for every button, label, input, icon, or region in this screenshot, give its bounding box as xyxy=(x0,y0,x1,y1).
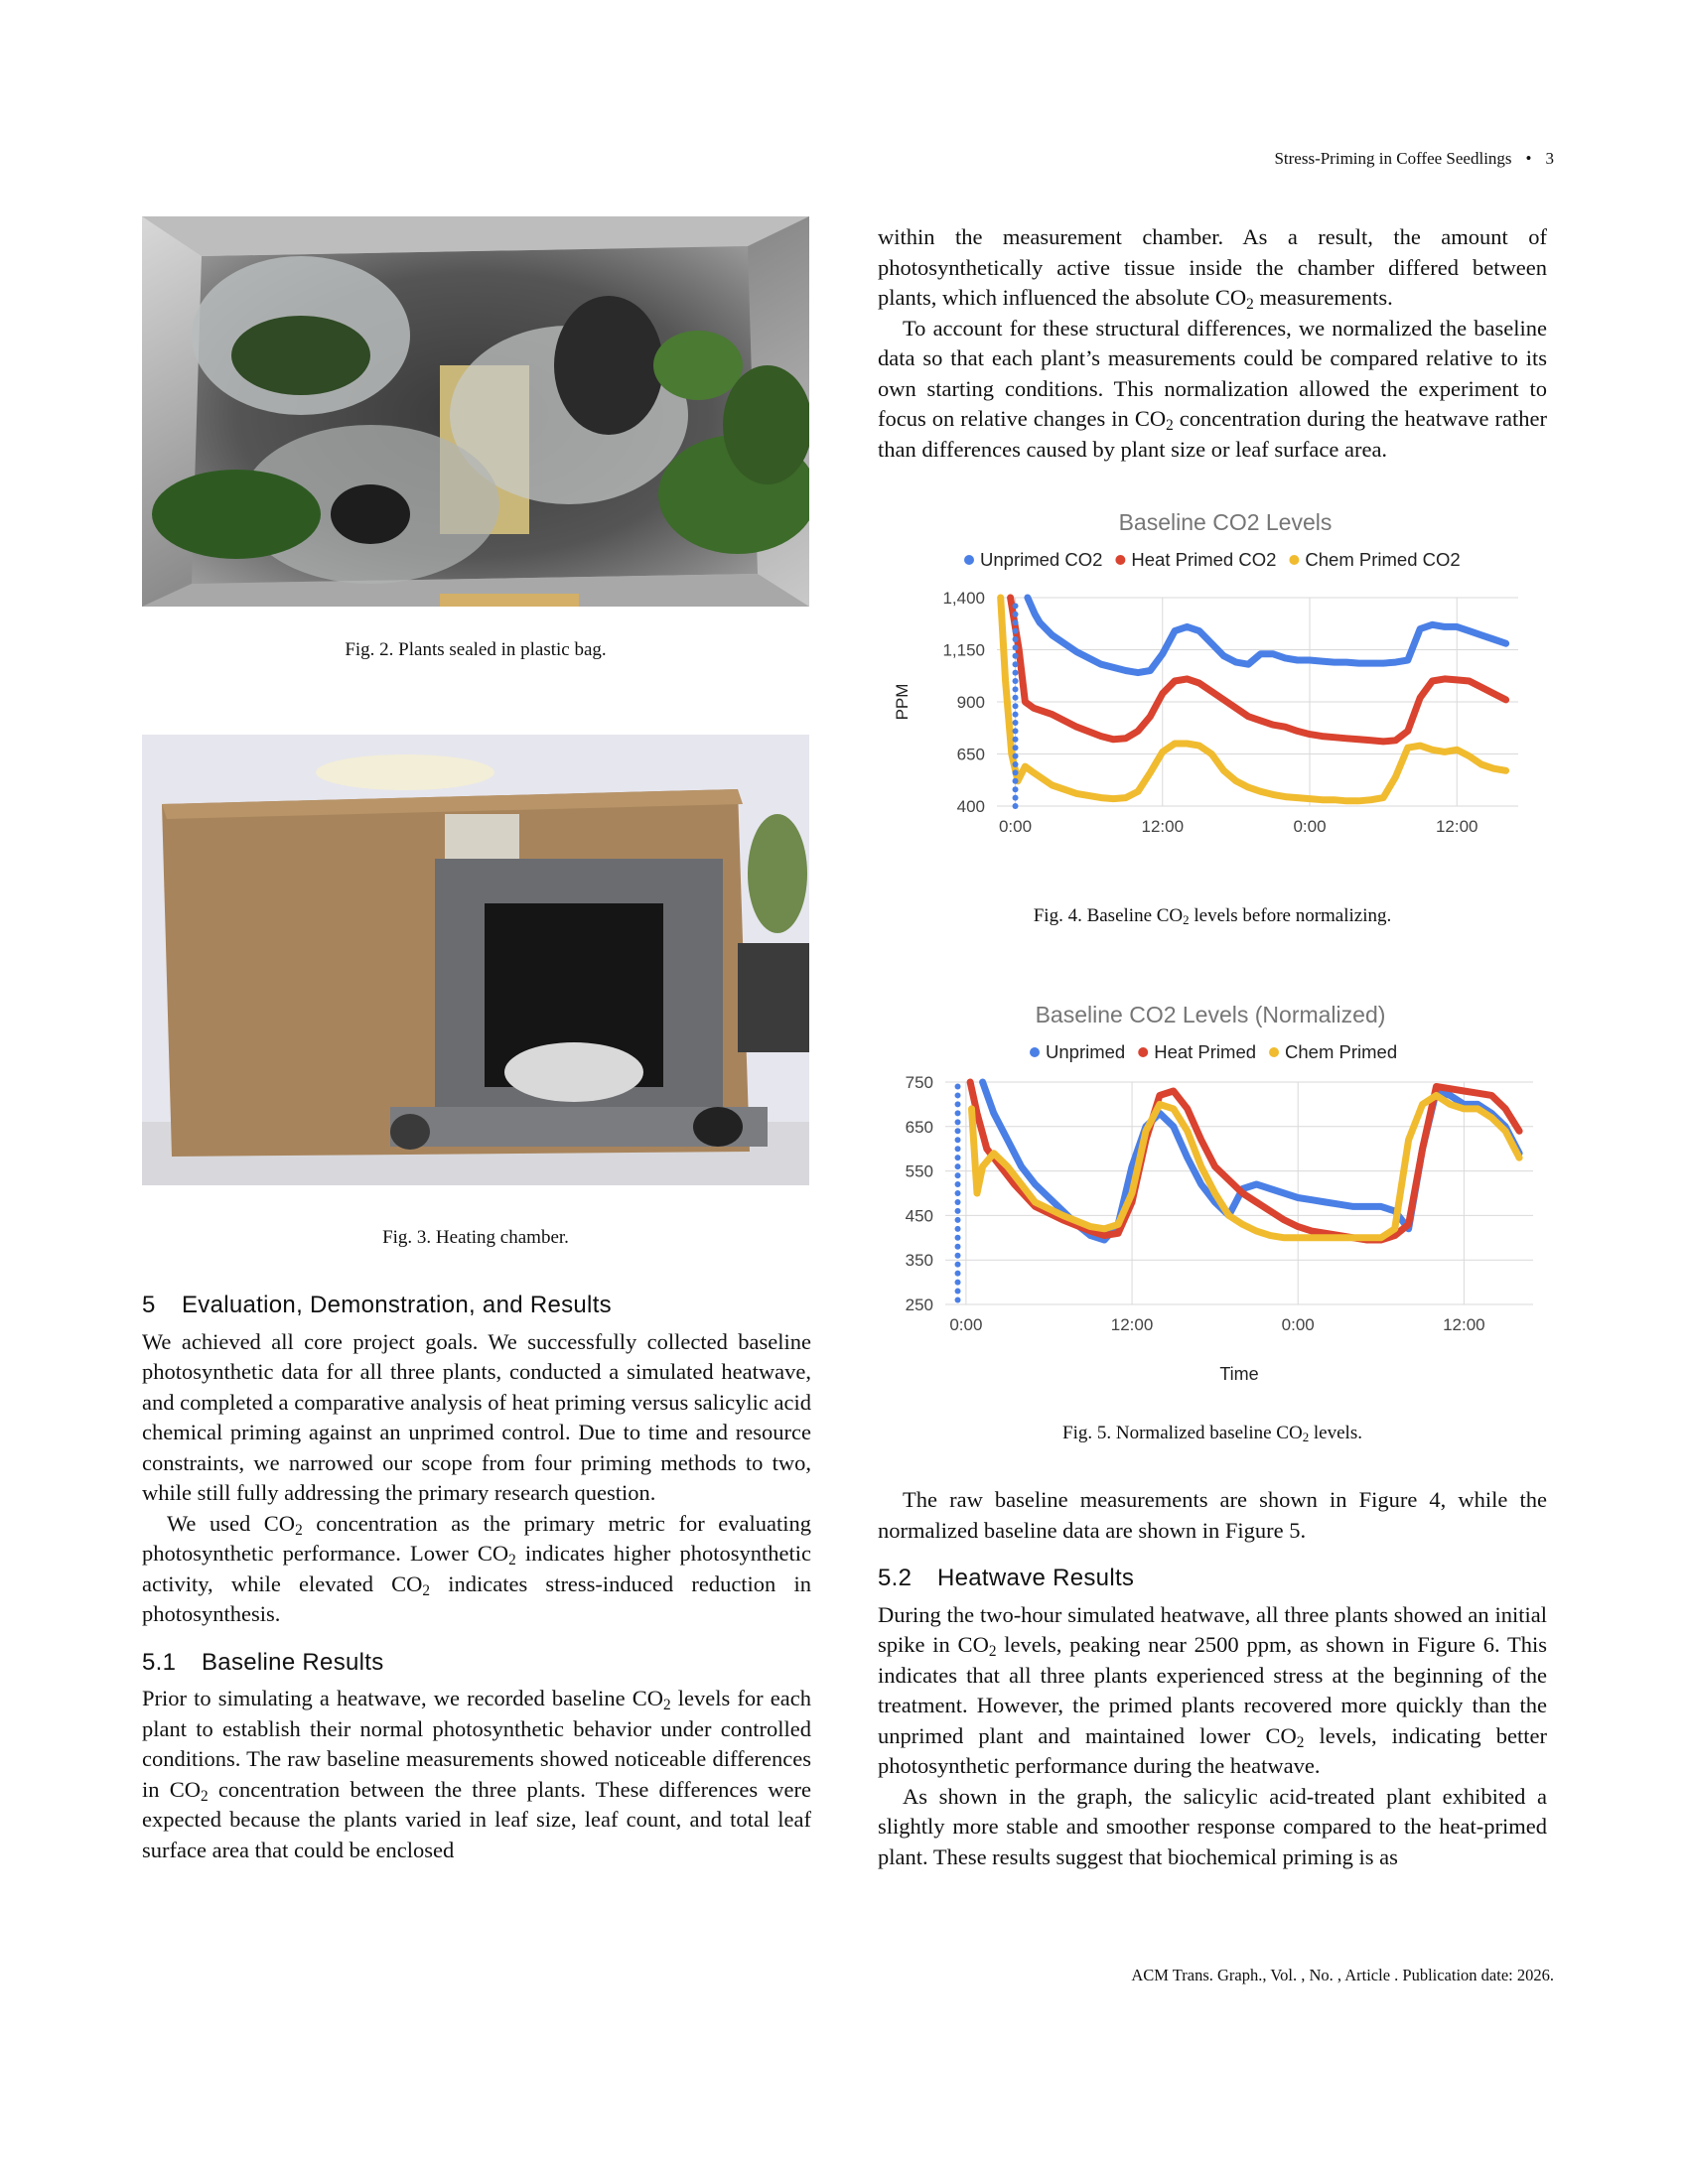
chart-baseline-co2-normalized xyxy=(878,989,1547,1396)
series-point xyxy=(1013,686,1019,692)
series-point xyxy=(955,1244,961,1250)
running-header xyxy=(1274,149,1554,169)
x-axis-label: Time xyxy=(1219,1364,1259,1384)
running-title: Stress-Priming in Coffee Seedlings xyxy=(1274,149,1512,168)
header-separator: • xyxy=(1525,149,1532,168)
series-point xyxy=(1013,695,1019,701)
series-point xyxy=(1013,753,1019,759)
right-column-text-top xyxy=(878,222,1547,465)
paragraph: within the measurement chamber. As a result, the amount of photosynthetically active tissue inside the chamber differed between plants, which influenced the absolute $CO_2$ measurements. xyxy=(878,224,1547,313)
right-column-text-bottom xyxy=(878,1485,1547,1872)
series-point xyxy=(955,1101,961,1107)
paragraph: We achieved all core project goals. We successfully collected baseline photosynthetic data for all three plants, conducted a simulated heatwave, and completed a comparative analysis of heat priming versus salicylic acid chemical priming against an unprimed control. Due to time and resource constraints, we narrowed our scope from four priming methods to two, while still fully addressing the primary research question. xyxy=(142,1328,811,1505)
y-tick-label: 400 xyxy=(956,797,985,816)
series-point xyxy=(1013,678,1019,684)
series-line xyxy=(1028,598,1506,673)
series-point xyxy=(955,1172,961,1178)
series-point xyxy=(955,1235,961,1241)
figure-4-chart xyxy=(878,506,1547,864)
series-point xyxy=(1013,728,1019,734)
series-point xyxy=(955,1083,961,1089)
series-point xyxy=(1013,712,1019,718)
figure-4-caption: Fig. 4. Baseline $CO_2$ levels before normalizing. xyxy=(1033,905,1392,928)
paragraph: As shown in the graph, the salicylic acid-treated plant exhibited a slightly more stable and smoother response compared to the heat-primed plant. These results suggest that biochemical priming is as xyxy=(878,1783,1547,1869)
series-point xyxy=(1013,745,1019,751)
series-point xyxy=(955,1253,961,1259)
section-5-2-heading: 5.2 Heatwave Results xyxy=(878,1565,1135,1591)
paragraph: We used $CO_2$ concentration as the primary metric for evaluating photosynthetic performance. Lower $CO_2$ indicates higher photosynthetic activity, while elevated $CO_2$ indicates stress-induced reduction in photosynthesis. xyxy=(142,1510,812,1626)
series-point xyxy=(955,1110,961,1116)
legend-marker xyxy=(1289,555,1299,565)
y-tick-label: 1,400 xyxy=(942,589,985,608)
x-tick-label: 12:00 xyxy=(1110,1315,1154,1334)
series-point xyxy=(955,1190,961,1196)
page-number: 3 xyxy=(1545,149,1554,168)
section-5-1-heading: 5.1 Baseline Results xyxy=(142,1648,384,1676)
x-tick-label: 0:00 xyxy=(998,817,1033,836)
series-point xyxy=(1013,636,1019,642)
series-point xyxy=(955,1280,961,1286)
series-line xyxy=(1011,598,1506,742)
chart-title: Baseline CO2 Levels xyxy=(1118,509,1333,535)
series-point xyxy=(1013,619,1019,625)
series-point xyxy=(1013,778,1019,784)
series-point xyxy=(955,1181,961,1187)
legend-label: Chem Primed xyxy=(1285,1041,1398,1062)
page-footer: ACM Trans. Graph., Vol. , No. , Article . Publication date: 2026. xyxy=(1131,1966,1554,1984)
y-tick-label: 350 xyxy=(905,1251,933,1271)
y-tick-label: 250 xyxy=(905,1296,933,1314)
y-tick-label: 650 xyxy=(956,745,985,764)
legend-label: Heat Primed xyxy=(1154,1041,1257,1062)
legend-marker xyxy=(1115,555,1125,565)
y-tick-label: 1,150 xyxy=(942,640,985,660)
series-point xyxy=(1013,737,1019,743)
series-point xyxy=(955,1297,961,1303)
legend-marker xyxy=(1269,1047,1279,1057)
series-point xyxy=(955,1226,961,1232)
series-point xyxy=(1013,795,1019,801)
chart-title: Baseline CO2 Levels (Normalized) xyxy=(1035,1002,1386,1027)
series-point xyxy=(955,1199,961,1205)
series-point xyxy=(955,1208,961,1214)
chart-baseline-co2 xyxy=(878,506,1547,864)
series-point xyxy=(955,1163,961,1169)
y-tick-label: 650 xyxy=(905,1117,933,1137)
series-point xyxy=(1013,653,1019,659)
figure-5-chart xyxy=(878,989,1547,1396)
x-tick-label: 0:00 xyxy=(949,1315,983,1334)
series-point xyxy=(1013,628,1019,634)
y-axis-label: PPM xyxy=(893,683,912,721)
y-tick-label: 900 xyxy=(956,693,985,712)
series-point xyxy=(955,1155,961,1160)
legend-label: Chem Primed CO2 xyxy=(1305,549,1461,570)
figure-5-caption: Fig. 5. Normalized baseline $CO_2$ levels. xyxy=(1062,1423,1362,1445)
series-point xyxy=(955,1289,961,1295)
left-column-text xyxy=(142,1291,811,1865)
x-tick-label: 0:00 xyxy=(1281,1315,1315,1334)
series-point xyxy=(1013,661,1019,667)
series-line xyxy=(970,1082,1519,1240)
y-tick-label: 750 xyxy=(905,1073,933,1092)
series-point xyxy=(955,1146,961,1152)
x-tick-label: 12:00 xyxy=(1443,1315,1485,1334)
x-tick-label: 12:00 xyxy=(1141,817,1185,836)
series-point xyxy=(1013,786,1019,792)
section-5-heading: 5 Evaluation, Demonstration, and Results xyxy=(142,1292,612,1318)
series-point xyxy=(1013,644,1019,650)
series-point xyxy=(955,1092,961,1098)
series-point xyxy=(1013,803,1019,809)
series-point xyxy=(955,1128,961,1134)
paragraph: Prior to simulating a heatwave, we recorded baseline $CO_2$ levels for each plant to establish their normal photosynthetic behavior under controlled conditions. The raw baseline measurements showed noticeable differences in $CO_2$ concentration between the three plants. These differences were expected because the plants varied in leaf size, leaf count, and total leaf surface area that could be enclosed xyxy=(142,1686,811,1862)
figure-3-caption: Fig. 3. Heating chamber. xyxy=(382,1227,569,1248)
series-point xyxy=(955,1271,961,1277)
paragraph: During the two-hour simulated heatwave, all three plants showed an initial spike in $CO_2$ levels, peaking near 2500 ppm, as shown in Figure 6. This indicates that all three plants experienced stress at the beginning of the treatment. However, the primed plants recovered more quickly than the unprimed plant and maintained lower $CO_2$ levels, indicating better photosynthetic performance during the heatwave. xyxy=(878,1601,1547,1778)
series-point xyxy=(955,1119,961,1125)
legend-marker xyxy=(1138,1047,1148,1057)
legend-label: Unprimed xyxy=(1046,1041,1126,1062)
legend-label: Unprimed CO2 xyxy=(980,549,1103,570)
legend-marker xyxy=(964,555,974,565)
x-tick-label: 12:00 xyxy=(1435,817,1478,836)
series-point xyxy=(1013,603,1019,609)
figure-3-photo xyxy=(142,735,809,1185)
figure-2-caption: Fig. 2. Plants sealed in plastic bag. xyxy=(345,639,607,660)
legend-label: Heat Primed CO2 xyxy=(1131,549,1277,570)
y-tick-label: 550 xyxy=(905,1161,933,1181)
series-point xyxy=(955,1217,961,1223)
paragraph: The raw baseline measurements are shown in Figure 4, while the normalized baseline data are shown in Figure 5. xyxy=(878,1487,1547,1543)
series-point xyxy=(1013,612,1019,617)
series-point xyxy=(955,1262,961,1268)
legend-marker xyxy=(1030,1047,1040,1057)
series-point xyxy=(1013,761,1019,767)
series-point xyxy=(1013,769,1019,775)
paragraph: To account for these structural differences, we normalized the baseline data so that each plant’s measurements could be compared relative to its own starting conditions. This normalization allowed the experiment to focus on relative changes in $CO_2$ concentration during the heatwave rather than differences caused by plant size or leaf surface area. xyxy=(878,315,1547,462)
series-point xyxy=(1013,670,1019,676)
y-tick-label: 450 xyxy=(905,1206,933,1226)
series-point xyxy=(1013,703,1019,709)
series-point xyxy=(1013,720,1019,726)
x-tick-label: 0:00 xyxy=(1293,817,1327,836)
series-point xyxy=(955,1137,961,1143)
figure-2-photo xyxy=(142,216,809,607)
